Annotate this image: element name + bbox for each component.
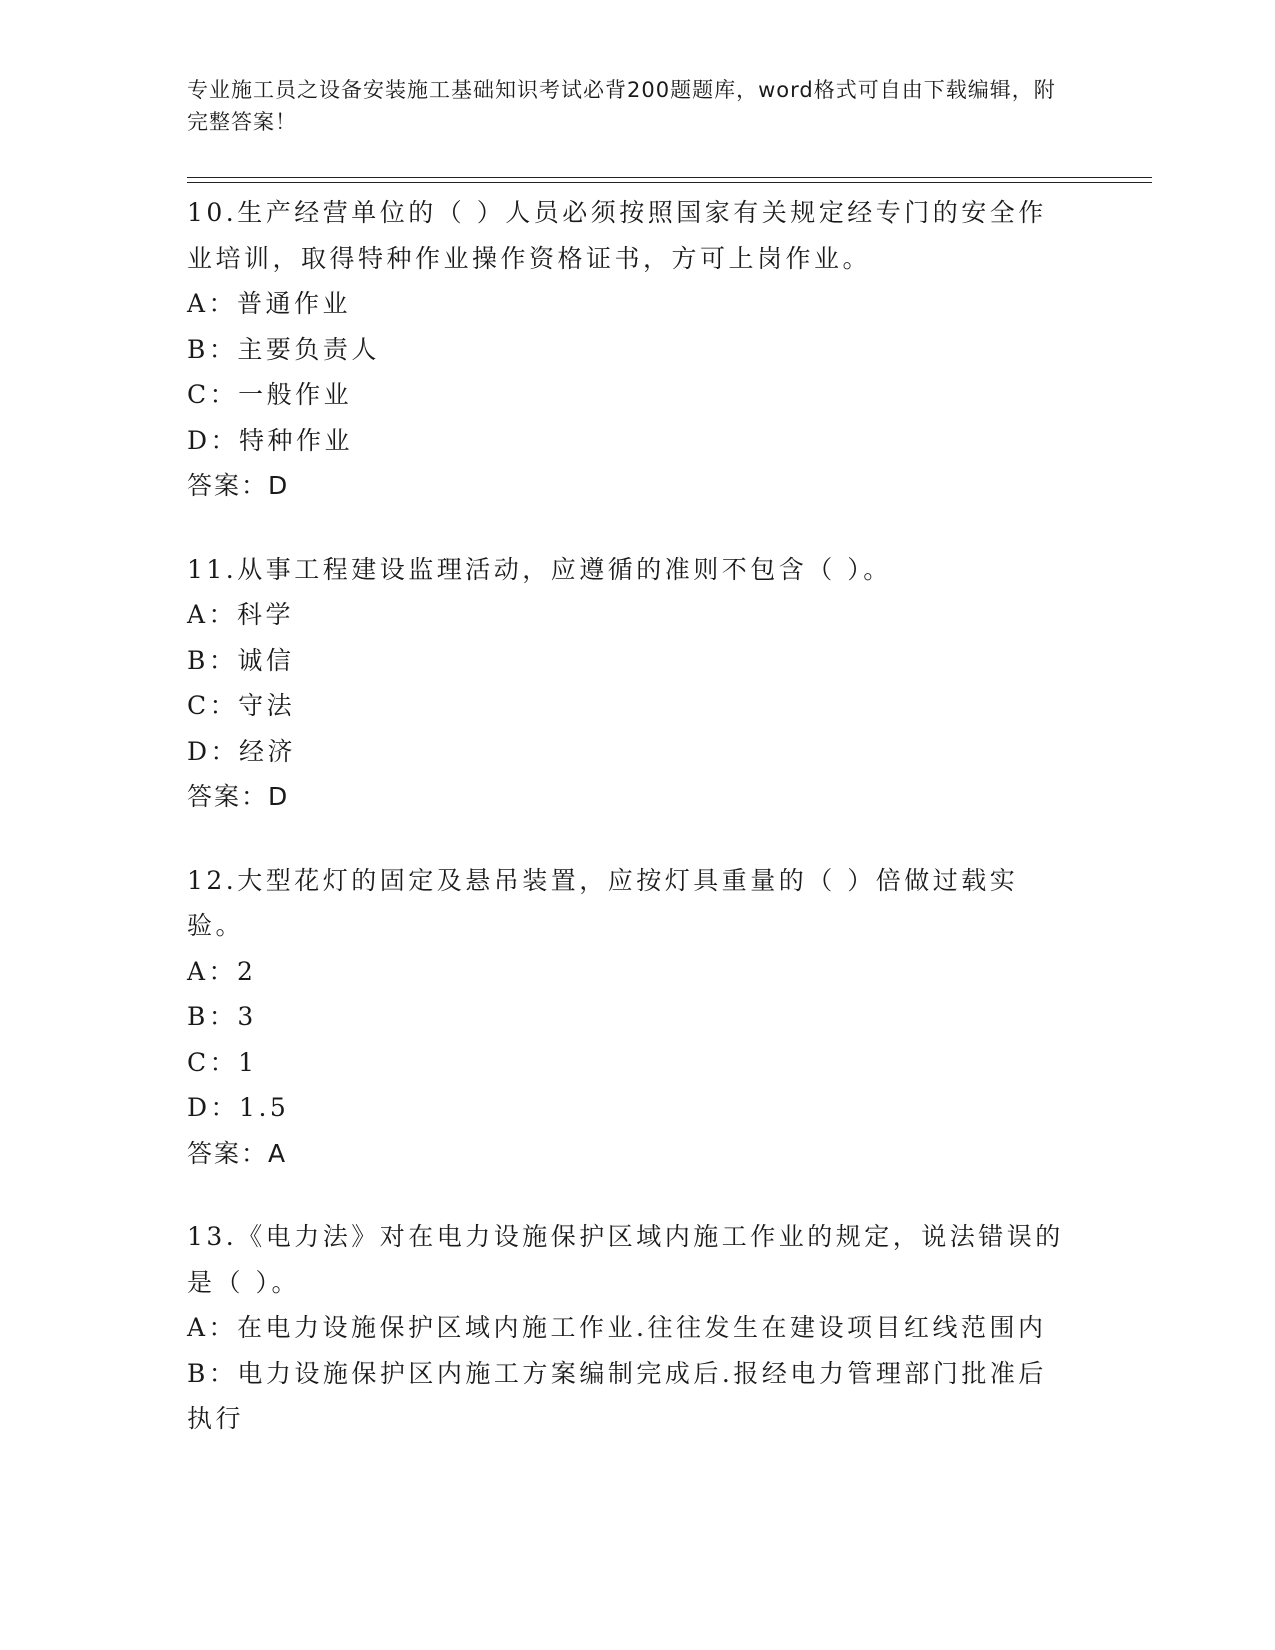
- header-divider-bottom: [187, 182, 1152, 183]
- question-text: 13.《电力法》对在电力设施保护区域内施工作业的规定，说法错误的是（ ）。: [187, 1222, 1064, 1297]
- question-12: [187, 858, 1067, 1177]
- answer: 答案：D: [187, 782, 290, 811]
- option-b: B：3: [187, 1002, 257, 1031]
- option-d: D：特种作业: [187, 425, 354, 455]
- option-d: D：经济: [187, 736, 297, 766]
- document-header: 专业施工员之设备安装施工基础知识考试必背200题题库，word格式可自由下载编辑，附完整答案！: [187, 78, 1056, 134]
- option-b: B：电力设施保护区内施工方案编制完成后.报经电力管理部门批准后执行: [187, 1358, 1047, 1433]
- question-10: [187, 190, 1067, 509]
- answer: 答案：D: [187, 471, 290, 500]
- option-b: B：诚信: [187, 645, 295, 675]
- question-text: 10.生产经营单位的（ ）人员必须按照国家有关规定经专门的安全作业培训，取得特种作业操作资格证书，方可上岗作业。: [187, 198, 1047, 273]
- option-a: A：科学: [187, 600, 295, 629]
- option-b: B：主要负责人: [187, 334, 380, 364]
- option-c: C：守法: [187, 691, 296, 720]
- question-13: [187, 1214, 1067, 1442]
- option-a: A：普通作业: [187, 289, 352, 318]
- question-11: [187, 547, 1067, 820]
- header-divider-top: [187, 177, 1152, 178]
- question-text: 11.从事工程建设监理活动，应遵循的准则不包含（ ）。: [187, 554, 892, 584]
- option-a: A：2: [187, 956, 257, 986]
- question-list: [187, 190, 1067, 1480]
- option-c: C：一般作业: [187, 380, 353, 409]
- option-c: C：1: [187, 1047, 258, 1077]
- option-d: D：1.5: [187, 1093, 290, 1122]
- answer: 答案：A: [187, 1138, 288, 1168]
- question-text: 12.大型花灯的固定及悬吊装置，应按灯具重量的（ ）倍做过载实验。: [187, 865, 1019, 940]
- option-a: A：在电力设施保护区域内施工作业.往往发生在建设项目红线范围内: [187, 1313, 1047, 1342]
